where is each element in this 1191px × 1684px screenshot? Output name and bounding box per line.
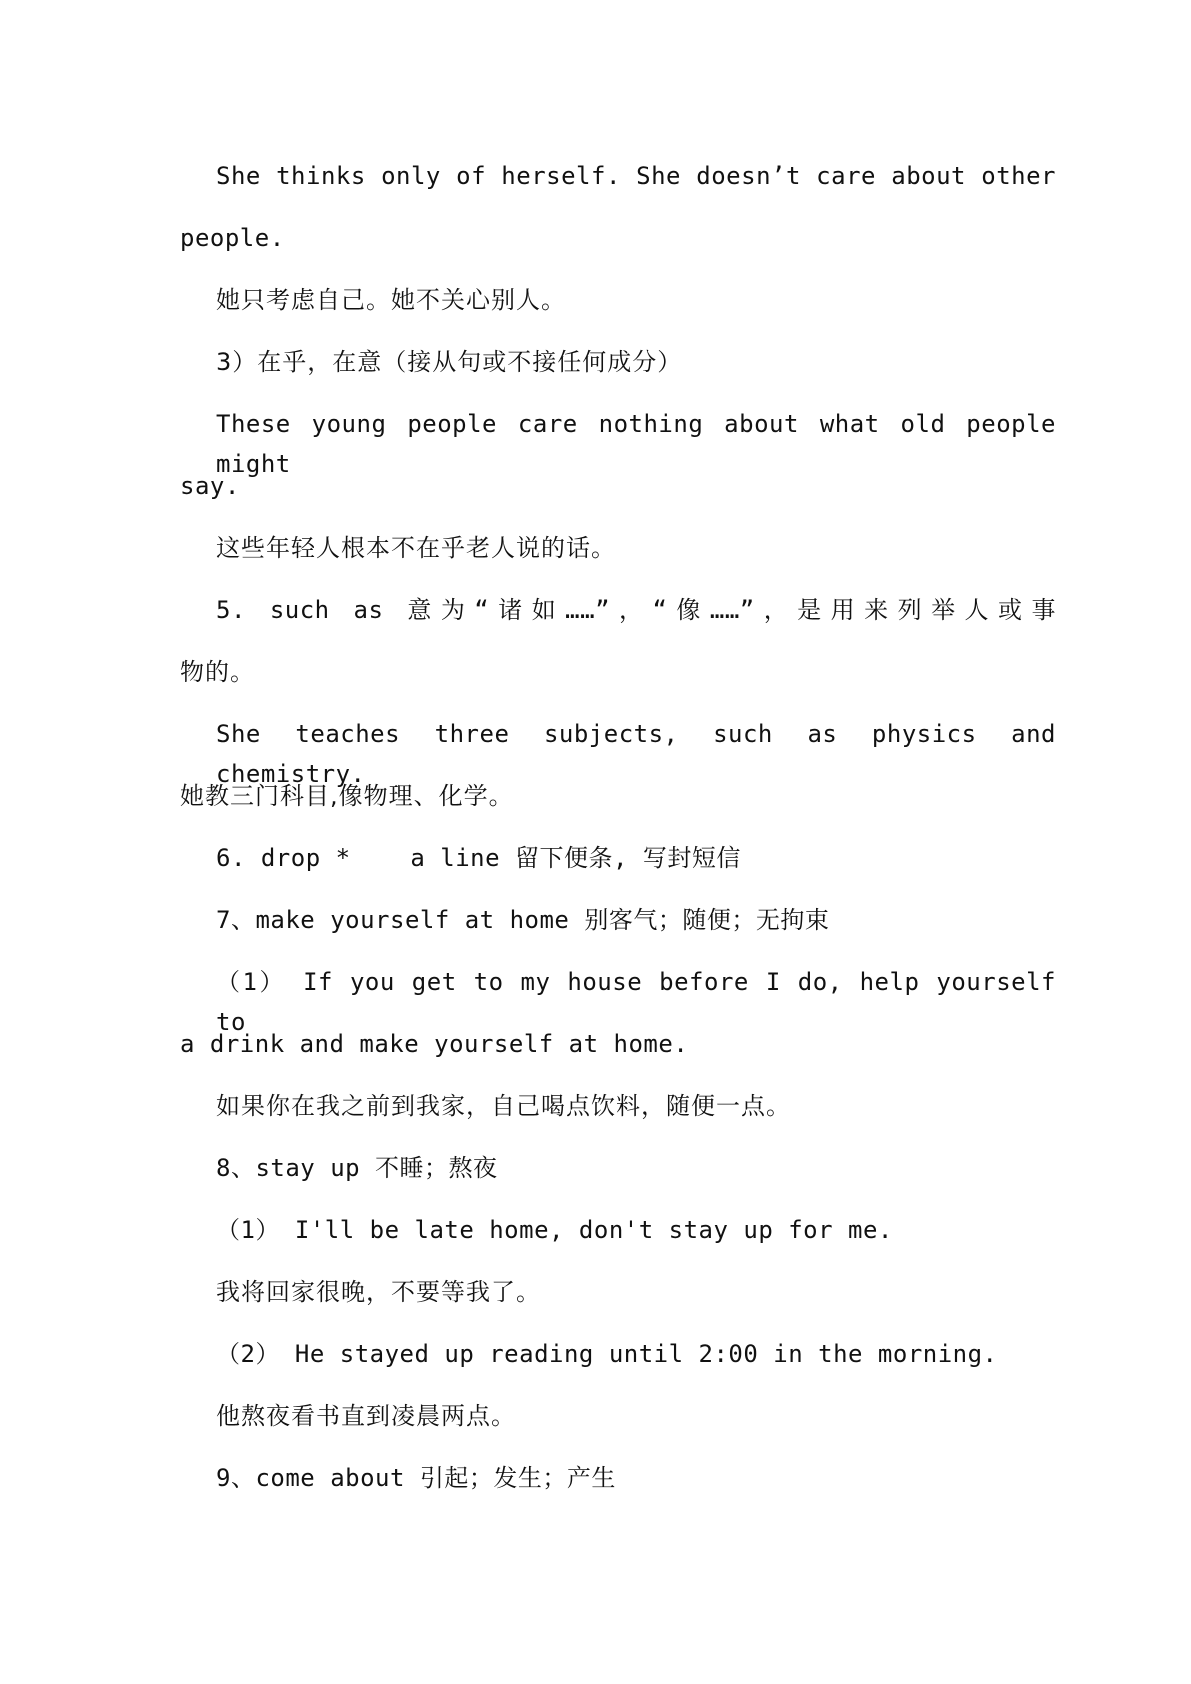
paragraph-line: 9、come about 引起；发生；产生 bbox=[216, 1464, 616, 1492]
paragraph-line: She teaches three subjects, such as physics and chemistry. bbox=[216, 720, 1056, 788]
paragraph-line: say. bbox=[180, 472, 240, 500]
paragraph-line: people. bbox=[180, 224, 285, 252]
paragraph-line: （2） He stayed up reading until 2:00 in the morning. bbox=[216, 1340, 998, 1368]
paragraph-line: 我将回家很晚，不要等我了。 bbox=[216, 1278, 541, 1306]
paragraph-line: （1） I'll be late home, don't stay up for me. bbox=[216, 1216, 893, 1244]
paragraph-line: 这些年轻人根本不在乎老人说的话。 bbox=[216, 534, 616, 562]
paragraph-line: 3）在乎，在意（接从句或不接任何成分） bbox=[216, 348, 683, 376]
paragraph-line: She thinks only of herself. She doesn’t care about other bbox=[216, 162, 1056, 190]
paragraph-line: 8、stay up 不睡；熬夜 bbox=[216, 1154, 498, 1182]
paragraph-line: 物的。 bbox=[180, 658, 255, 686]
paragraph-line: 她教三门科目,像物理、化学。 bbox=[180, 782, 514, 810]
paragraph-line: a drink and make yourself at home. bbox=[180, 1030, 689, 1058]
paragraph-line: 5. such as 意为“诸如……”，“像……”，是用来列举人或事 bbox=[216, 596, 1056, 624]
paragraph-line: （1） If you get to my house before I do, help yourself to bbox=[216, 968, 1056, 1036]
paragraph-line: 她只考虑自己。她不关心别人。 bbox=[216, 286, 566, 314]
paragraph-line: These young people care nothing about what old people might bbox=[216, 410, 1056, 478]
paragraph-line: 他熬夜看书直到凌晨两点。 bbox=[216, 1402, 516, 1430]
paragraph-line: 7、make yourself at home 别客气；随便；无拘束 bbox=[216, 906, 830, 934]
paragraph-line: 如果你在我之前到我家，自己喝点饮料，随便一点。 bbox=[216, 1092, 791, 1120]
paragraph-line: 6. drop * a line 留下便条, 写封短信 bbox=[216, 844, 741, 872]
